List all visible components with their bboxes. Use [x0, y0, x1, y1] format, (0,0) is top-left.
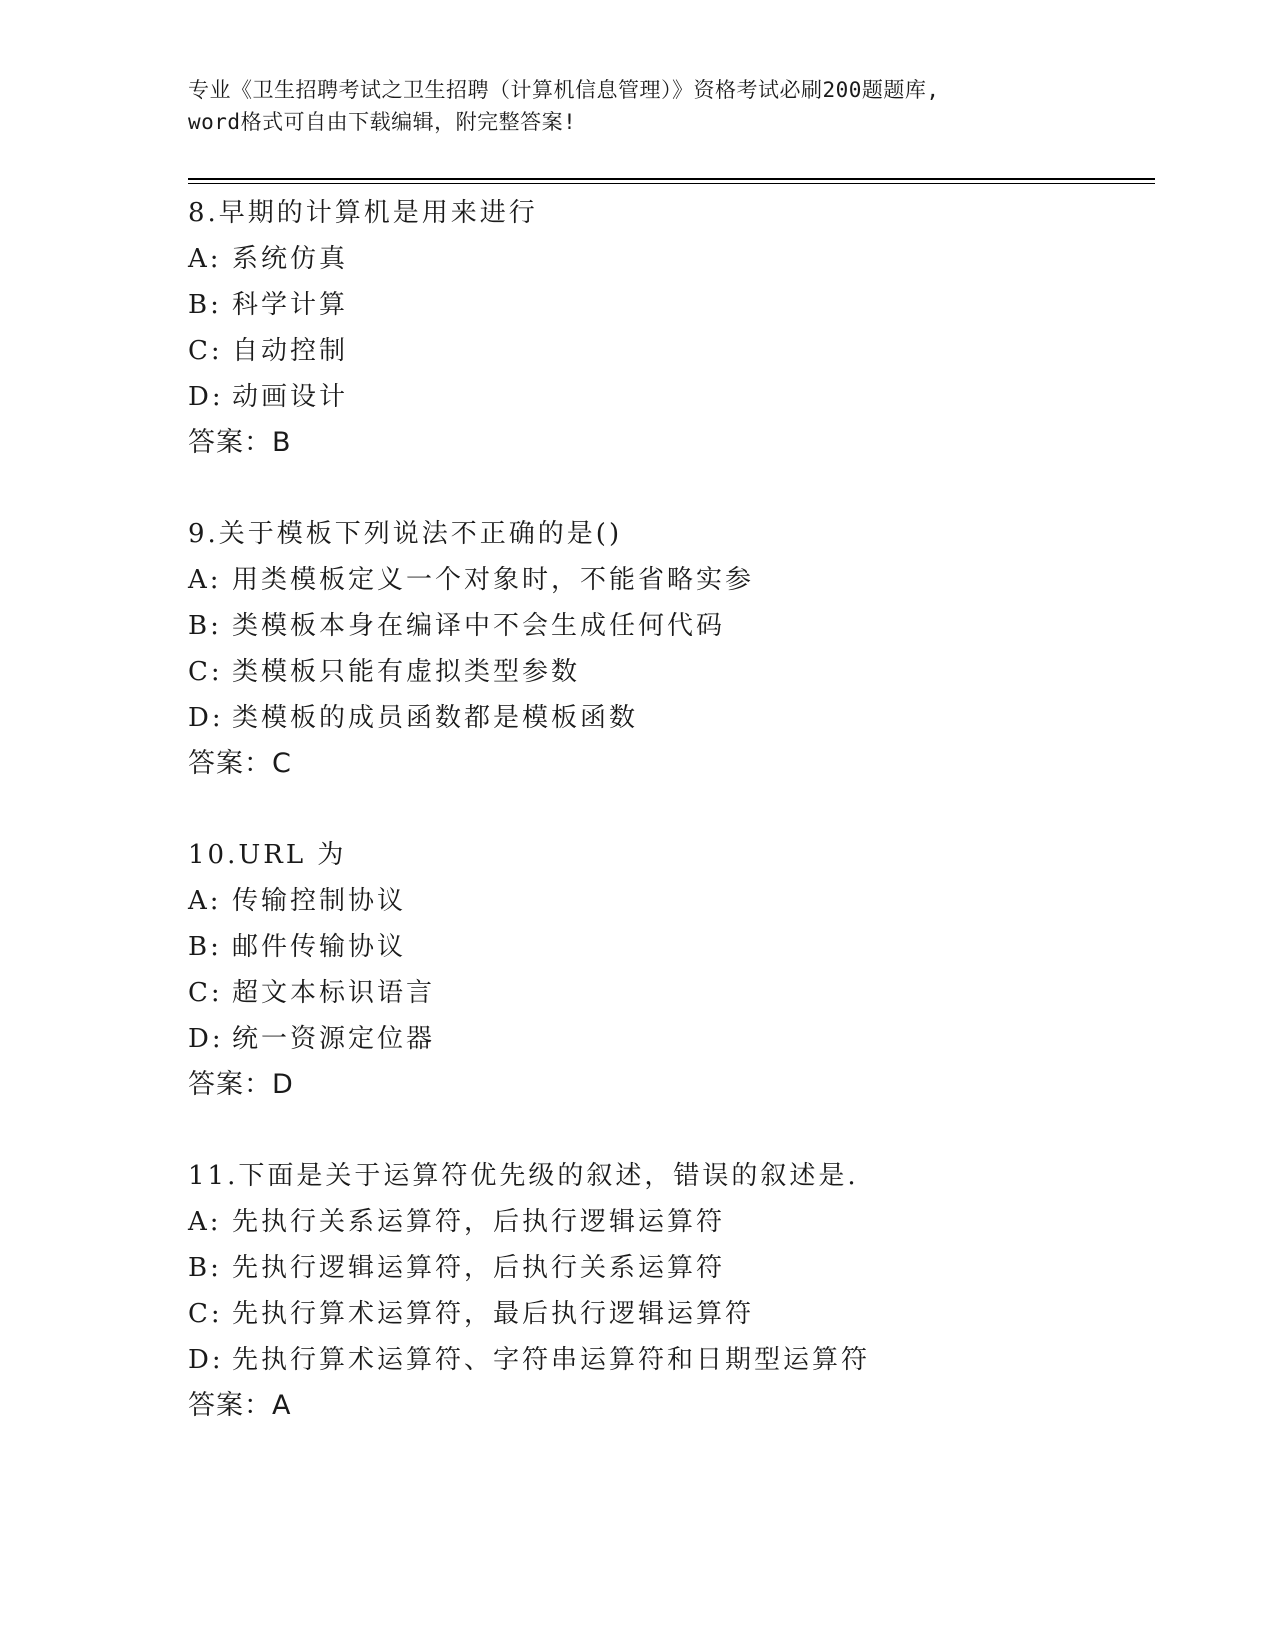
option-a — [188, 1199, 1148, 1245]
question-stem: 8.早期的计算机是用来进行 — [188, 198, 538, 228]
option-a — [188, 236, 1148, 282]
option-a — [188, 557, 1148, 603]
option-key: C: — [188, 978, 223, 1008]
option-c — [188, 1291, 1148, 1337]
option-d — [188, 1337, 1148, 1383]
option-key: A: — [188, 565, 222, 595]
option-key: B: — [188, 611, 222, 641]
option-b — [188, 282, 1148, 328]
option-key: B: — [188, 932, 222, 962]
question-11 — [188, 1153, 1148, 1429]
option-a — [188, 878, 1148, 924]
option-text: 统一资源定位器 — [232, 1024, 436, 1054]
option-d — [188, 374, 1148, 420]
option-c — [188, 649, 1148, 695]
option-c — [188, 328, 1148, 374]
option-d — [188, 695, 1148, 741]
option-text: 类模板只能有虚拟类型参数 — [232, 657, 581, 687]
header-divider-thick — [188, 178, 1155, 180]
option-text: 系统仿真 — [232, 244, 349, 274]
option-text: 传输控制协议 — [232, 886, 407, 916]
option-text: 超文本标识语言 — [232, 978, 436, 1008]
option-key: A: — [188, 1207, 222, 1237]
option-text: 动画设计 — [232, 382, 349, 412]
question-stem: 10.URL 为 — [188, 840, 347, 870]
header-line-1: 专业《卫生招聘考试之卫生招聘（计算机信息管理）》资格考试必刷200题题库, — [188, 78, 940, 102]
answer-line: 答案：A — [188, 1390, 292, 1421]
option-b — [188, 1245, 1148, 1291]
answer-line: 答案：B — [188, 427, 292, 458]
option-b — [188, 924, 1148, 970]
question-stem: 11.下面是关于运算符优先级的叙述，错误的叙述是. — [188, 1161, 859, 1191]
option-key: C: — [188, 336, 223, 366]
option-text: 科学计算 — [232, 290, 349, 320]
question-9 — [188, 511, 1148, 787]
answer-line: 答案：D — [188, 1069, 294, 1100]
option-key: A: — [188, 886, 222, 916]
option-text: 邮件传输协议 — [232, 932, 407, 962]
option-text: 类模板本身在编译中不会生成任何代码 — [232, 611, 726, 641]
option-text: 先执行算术运算符，最后执行逻辑运算符 — [232, 1299, 755, 1329]
question-list — [188, 190, 1148, 1474]
option-c — [188, 970, 1148, 1016]
option-key: B: — [188, 290, 222, 320]
option-key: A: — [188, 244, 222, 274]
option-text: 先执行关系运算符，后执行逻辑运算符 — [232, 1207, 726, 1237]
header-divider-thin — [188, 183, 1155, 184]
option-text: 类模板的成员函数都是模板函数 — [232, 703, 639, 733]
option-text: 自动控制 — [232, 336, 349, 366]
question-stem: 9.关于模板下列说法不正确的是() — [188, 519, 623, 549]
question-10 — [188, 832, 1148, 1108]
option-text: 先执行逻辑运算符，后执行关系运算符 — [232, 1253, 726, 1283]
header-line-2: word格式可自由下载编辑，附完整答案! — [188, 110, 577, 134]
option-d — [188, 1016, 1148, 1062]
option-key: B: — [188, 1253, 222, 1283]
option-key: C: — [188, 657, 223, 687]
document-header — [188, 74, 1088, 138]
option-key: D: — [188, 703, 224, 733]
option-key: D: — [188, 382, 224, 412]
answer-line: 答案：C — [188, 748, 292, 779]
option-key: D: — [188, 1345, 224, 1375]
option-text: 用类模板定义一个对象时，不能省略实参 — [232, 565, 755, 595]
option-key: D: — [188, 1024, 224, 1054]
option-key: C: — [188, 1299, 223, 1329]
option-b — [188, 603, 1148, 649]
option-text: 先执行算术运算符、字符串运算符和日期型运算符 — [232, 1345, 871, 1375]
question-8 — [188, 190, 1148, 466]
